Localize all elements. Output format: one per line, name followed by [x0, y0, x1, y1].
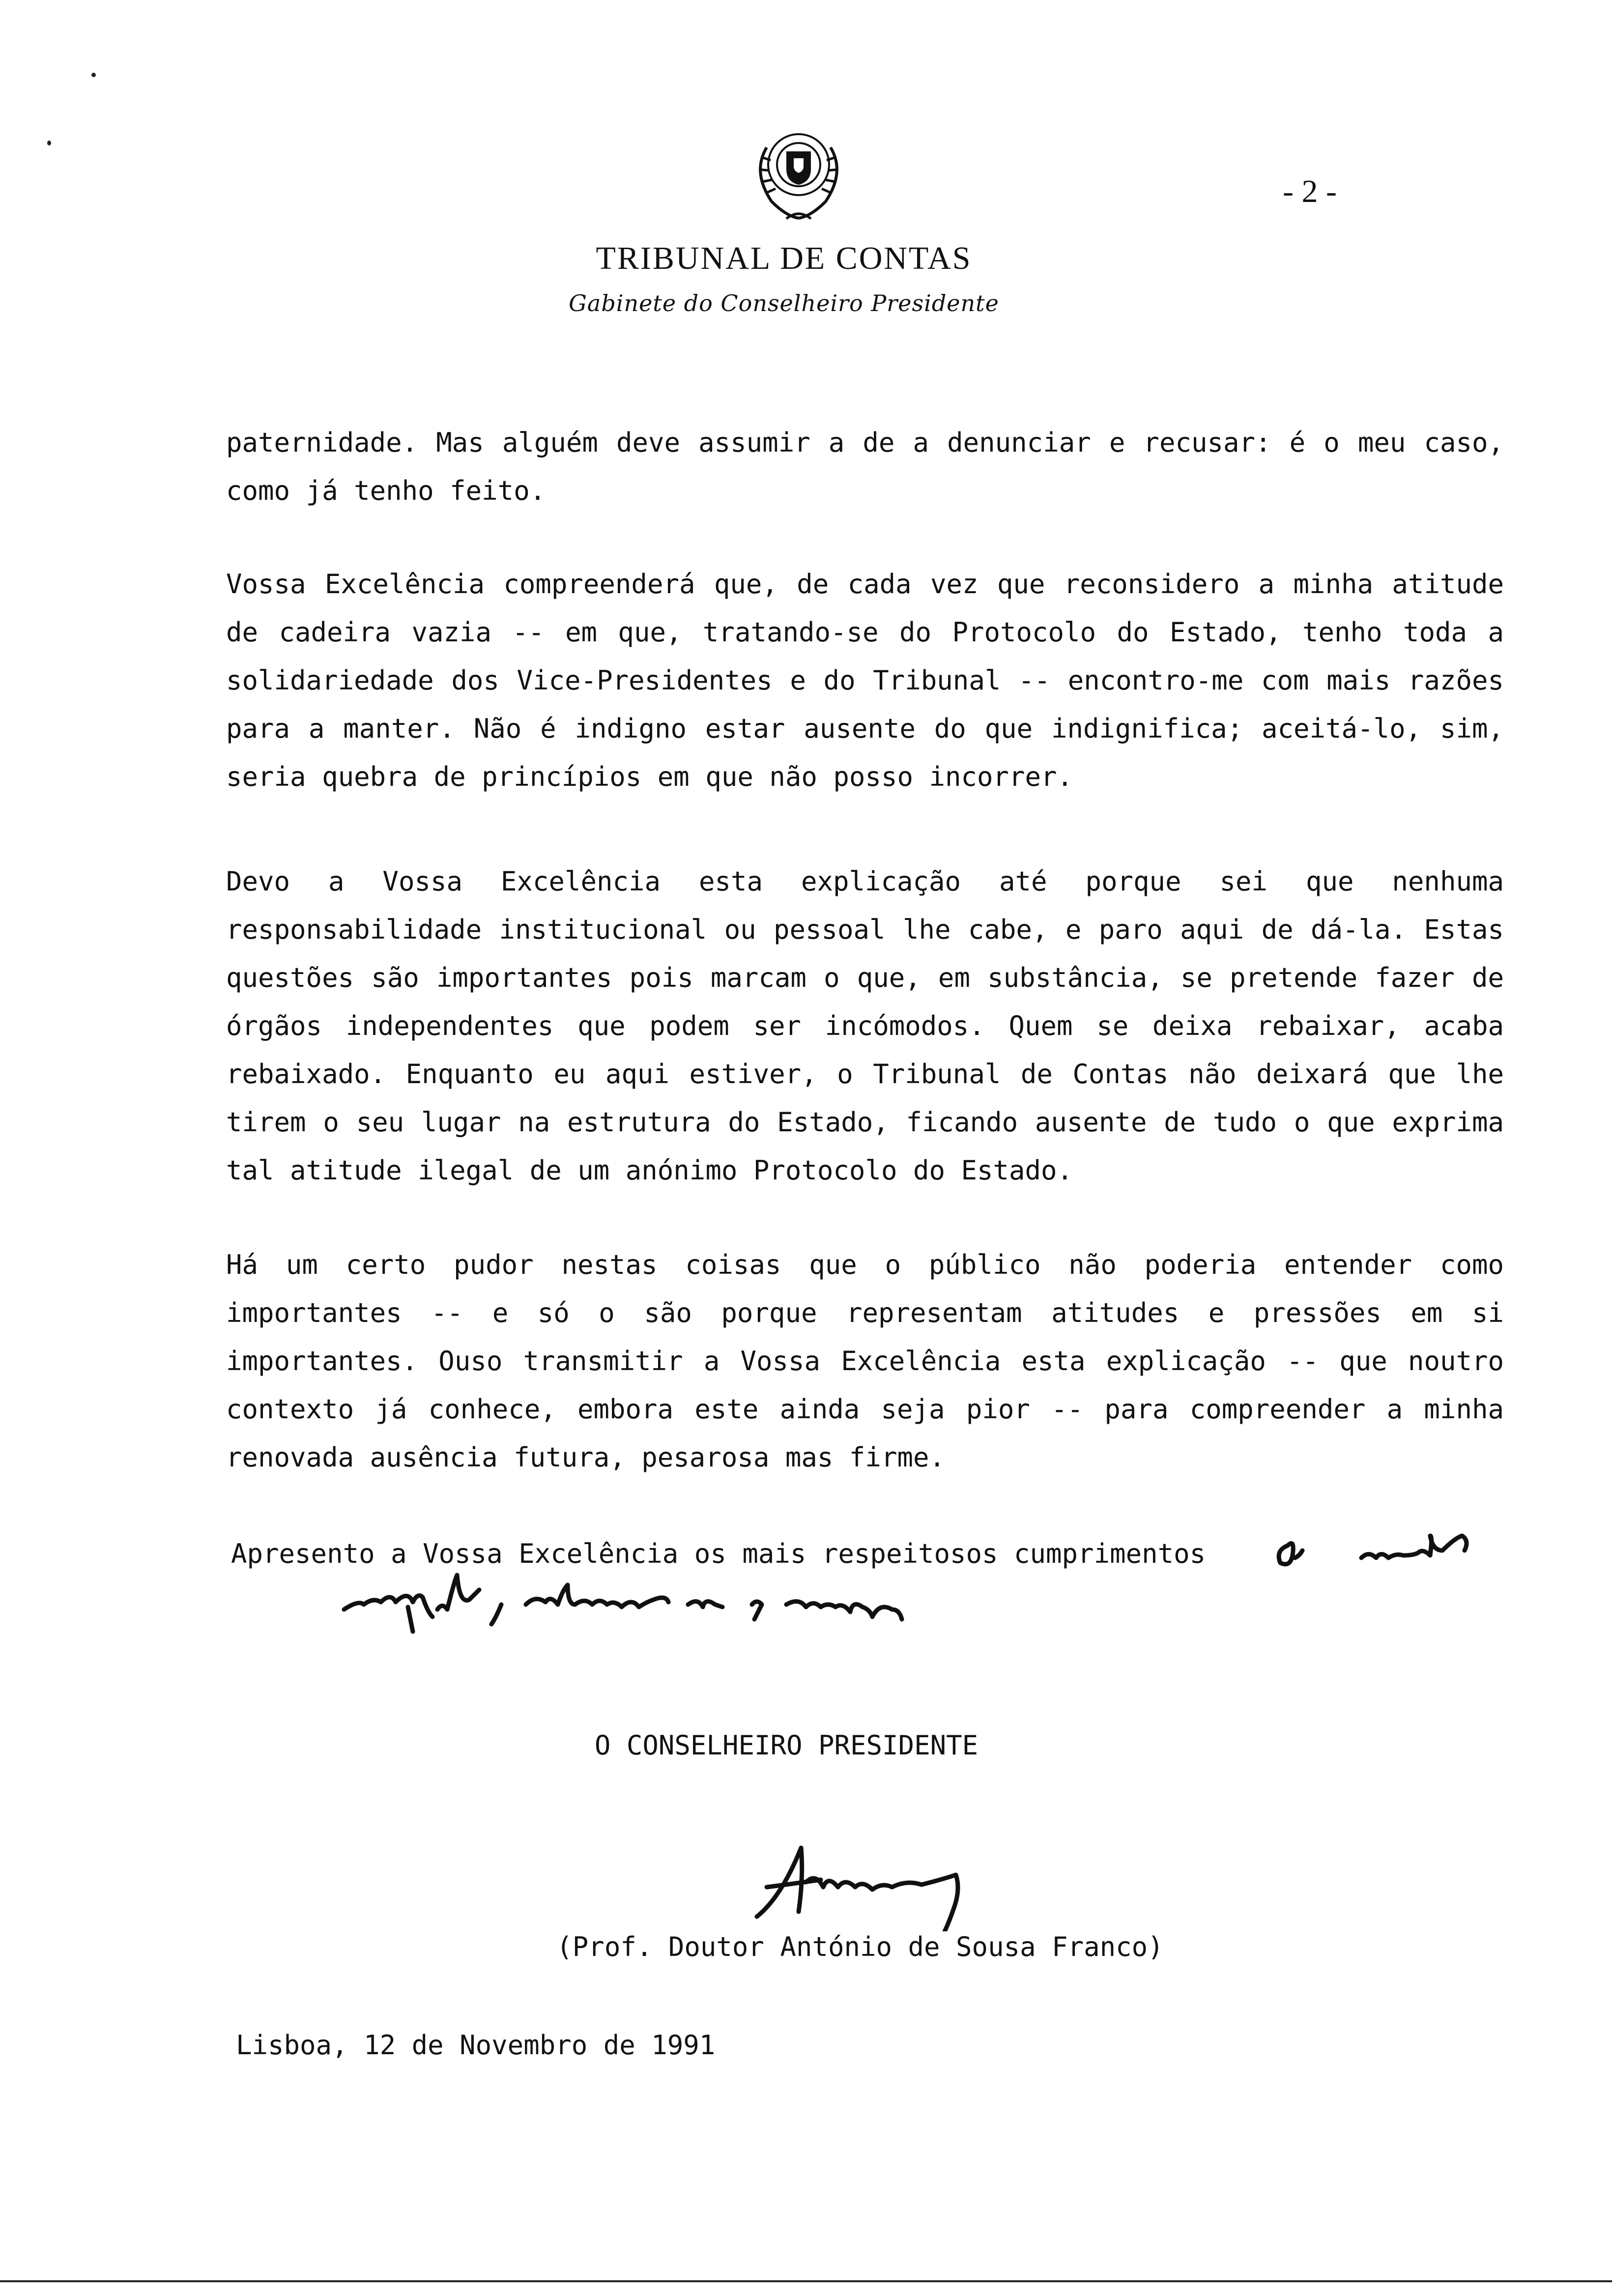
office-subtitle: Gabinete do Conselheiro Presidente [569, 290, 999, 316]
date-line: Lisboa, 12 de Novembro de 1991 [236, 2030, 716, 2061]
paragraph-text: Devo a Vossa Excelência esta explicação até porque sei que nenhuma responsabilidade institucional ou pessoal lhe cabe, e paro aqui de dá-la. Estas questões são importantes pois marcam o que, em substância, se pretende fazer de órgãos independentes que podem ser incómodos. Quem se deixa rebaixar, acaba rebaixado. Enquanto eu aqui estiver, o Tribunal de Contas não deixará que lhe tirem o seu lugar na estrutura do Estado, ficando ausente de tudo o que exprima tal atitude ilegal de um anónimo Protocolo do Estado. [226, 866, 1504, 1186]
closing-salutation: Apresento a Vossa Excelência os mais respeitosos cumprimentos [231, 1538, 1206, 1569]
institution-name: TRIBUNAL DE CONTAS [596, 240, 972, 276]
signatory-title: O CONSELHEIRO PRESIDENTE [594, 1730, 979, 1761]
paragraph [226, 858, 1504, 1195]
paragraph [226, 419, 1504, 515]
page-number: - 2 - [1283, 173, 1337, 209]
coat-of-arms-icon [732, 118, 865, 231]
handwritten-closing [334, 1531, 1563, 1649]
signatory-name: (Prof. Doutor António de Sousa Franco) [556, 1931, 1164, 1962]
footer-rule [0, 2280, 1612, 2282]
handwritten-signature [747, 1833, 1003, 1931]
scan-speck [47, 141, 51, 145]
scan-speck [91, 73, 96, 77]
paragraph [226, 560, 1504, 801]
paragraph [226, 1241, 1504, 1482]
paragraph-text: Há um certo pudor nestas coisas que o público não poderia entender como importantes -- e só o são porque representam atitudes e pressões em si importantes. Ouso transmitir a Vossa Excelência esta explicação -- que noutro contexto já conhece, embora este ainda seja pior -- para compreender a minha renovada ausência futura, pesarosa mas firme. [226, 1249, 1504, 1473]
paragraph-text: Vossa Excelência compreenderá que, de cada vez que reconsidero a minha atitude de cadeira vazia -- em que, tratando-se do Protocolo do Estado, tenho toda a solidariedade dos Vice-Presidentes e do Tribunal -- encontro-me com mais razões para a manter. Não é indigno estar ausente do que indignifica; aceitá-lo, sim, seria quebra de princípios em que não posso incorrer. [226, 569, 1504, 792]
paragraph-text: paternidade. Mas alguém deve assumir a de a denunciar e recusar: é o meu caso, como já tenho feito. [226, 427, 1504, 506]
